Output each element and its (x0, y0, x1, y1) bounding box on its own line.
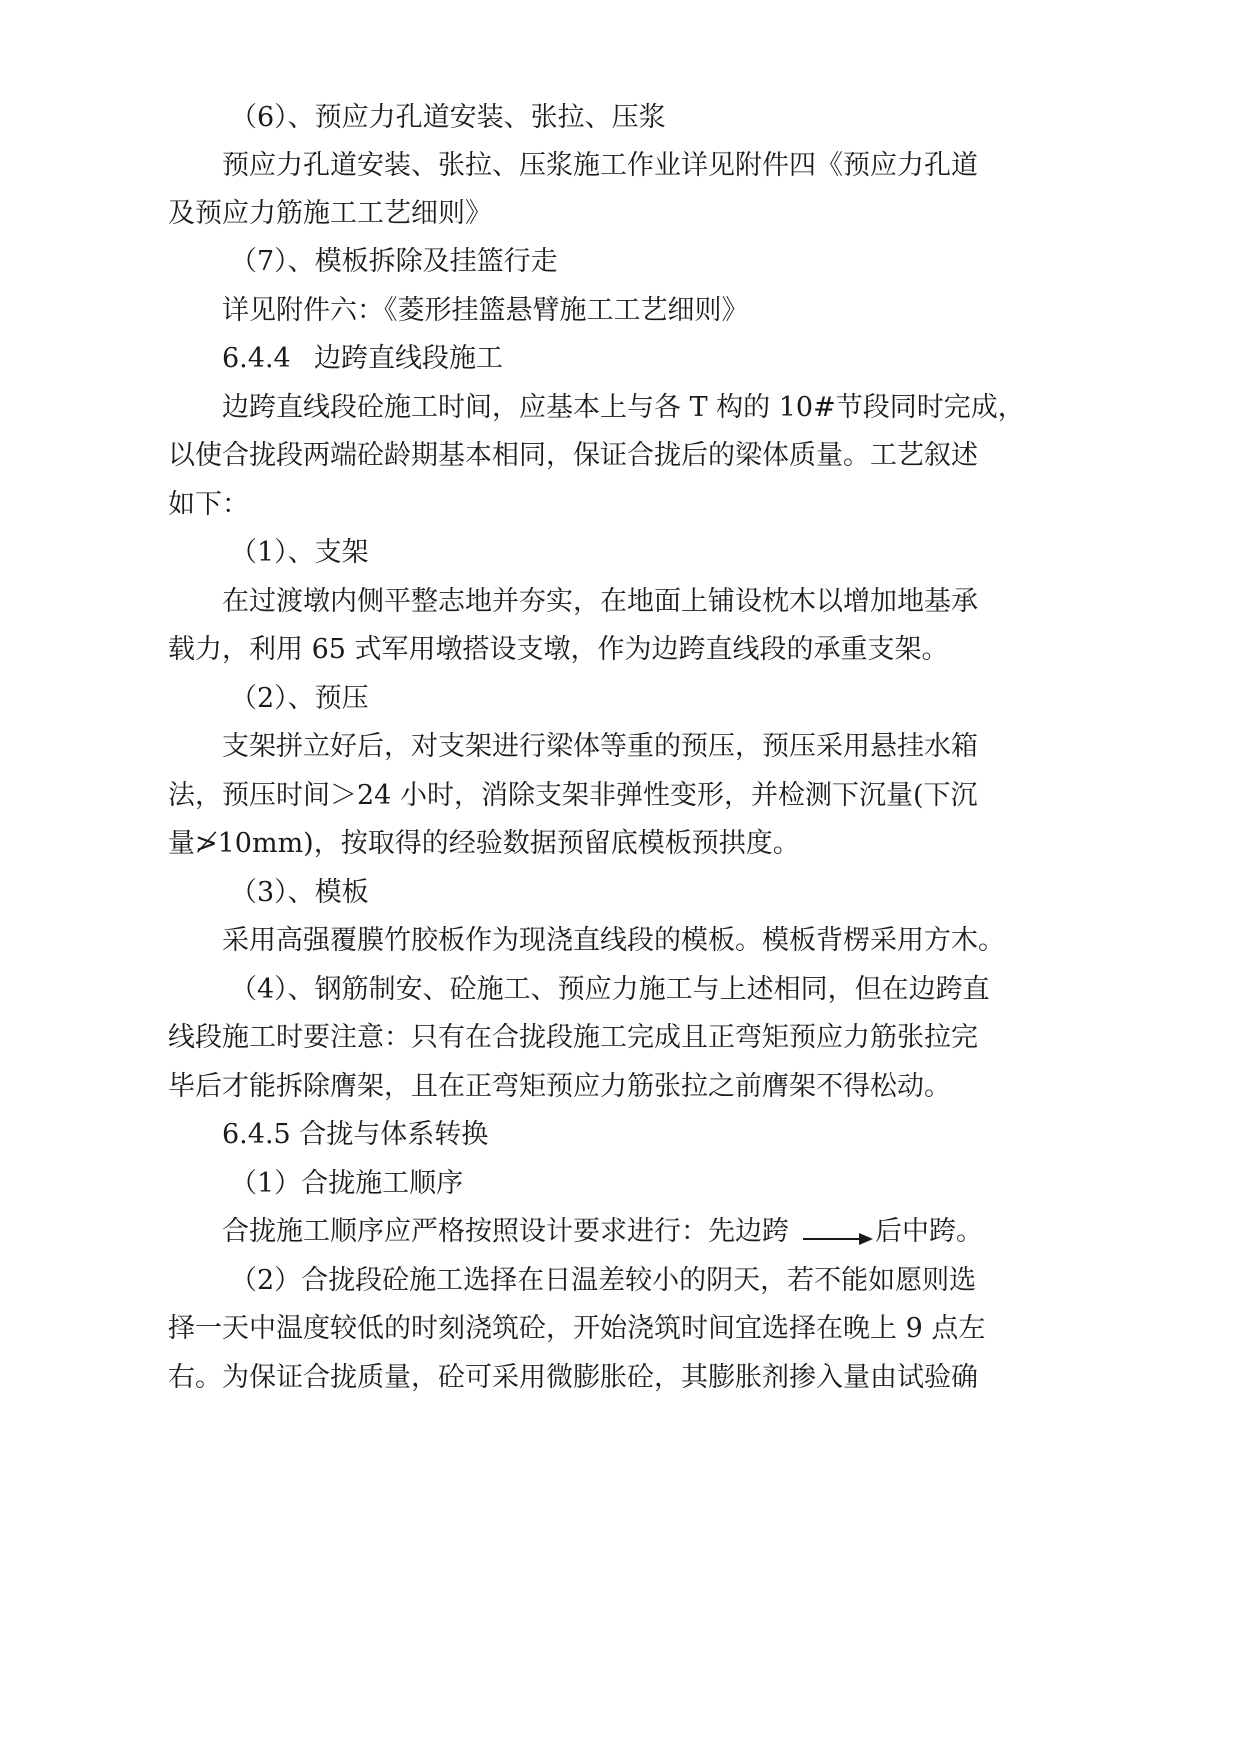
paragraph-line: （2）合拢段砼施工选择在日温差较小的阴天，若不能如愿则选 (230, 1265, 977, 1296)
section-heading-645: 6.4.5 合拢与体系转换 (222, 1119, 489, 1150)
paragraph-line: （4）、钢筋制安、砼施工、预应力施工与上述相同，但在边跨直 (230, 974, 990, 1005)
paragraph-line: 载力，利用 65 式军用墩搭设支墩，作为边跨直线段的承重支架。 (168, 634, 949, 665)
section-title: 边跨直线段施工 (314, 343, 503, 374)
paragraph-line: 在过渡墩内侧平整志地并夯实，在地面上铺设枕木以增加地基承 (222, 586, 978, 617)
paragraph-line: 采用高强覆膜竹胶板作为现浇直线段的模板。模板背楞采用方木。 (222, 925, 1005, 956)
paragraph-line: 量≯10mm)，按取得的经验数据预留底模板预拱度。 (168, 828, 800, 859)
subheading-7: （7）、模板拆除及挂篮行走 (230, 246, 558, 277)
subheading-1: （1）、支架 (230, 537, 369, 568)
subheading-3: （3）、模板 (230, 877, 369, 908)
paragraph-line: 毕后才能拆除膺架，且在正弯矩预应力筋张拉之前膺架不得松动。 (168, 1071, 951, 1102)
paragraph-line: 支架拼立好后，对支架进行梁体等重的预压，预压采用悬挂水箱 (222, 731, 978, 762)
section-number: 6.4.4 (222, 343, 291, 374)
arrow-right-icon (803, 1223, 873, 1243)
paragraph-line: 边跨直线段砼施工时间，应基本上与各 T 构的 10#节段同时完成， (222, 392, 1025, 423)
sequence-text-end: 后中跨。 (875, 1216, 983, 1247)
paragraph-line: 法，预压时间＞24 小时，消除支架非弹性变形，并检测下沉量(下沉 (168, 780, 978, 811)
paragraph-line: 及预应力筋施工工艺细则》 (168, 198, 492, 229)
paragraph-line: 择一天中温度较低的时刻浇筑砼，开始浇筑时间宜选择在晚上 9 点左 (168, 1313, 986, 1344)
paragraph-line-with-arrow (222, 1214, 983, 1250)
paragraph-line: 如下： (168, 489, 249, 520)
subheading-6: （6）、预应力孔道安装、张拉、压浆 (230, 102, 666, 133)
paragraph-line: 详见附件六：《菱形挂篮悬臂施工工艺细则》 (222, 295, 749, 326)
paragraph-line: 线段施工时要注意：只有在合拢段施工完成且正弯矩预应力筋张拉完 (168, 1022, 978, 1053)
subheading-closure-order: （1）合拢施工顺序 (230, 1168, 464, 1199)
subheading-2: （2）、预压 (230, 683, 369, 714)
paragraph-line: 预应力孔道安装、张拉、压浆施工作业详见附件四《预应力孔道 (222, 150, 978, 181)
paragraph-line: 以使合拢段两端砼龄期基本相同，保证合拢后的梁体质量。工艺叙述 (168, 440, 978, 471)
paragraph-line: 右。为保证合拢质量，砼可采用微膨胀砼，其膨胀剂掺入量由试验确 (168, 1362, 978, 1393)
sequence-text-start: 合拢施工顺序应严格按照设计要求进行：先边跨 (222, 1216, 789, 1247)
